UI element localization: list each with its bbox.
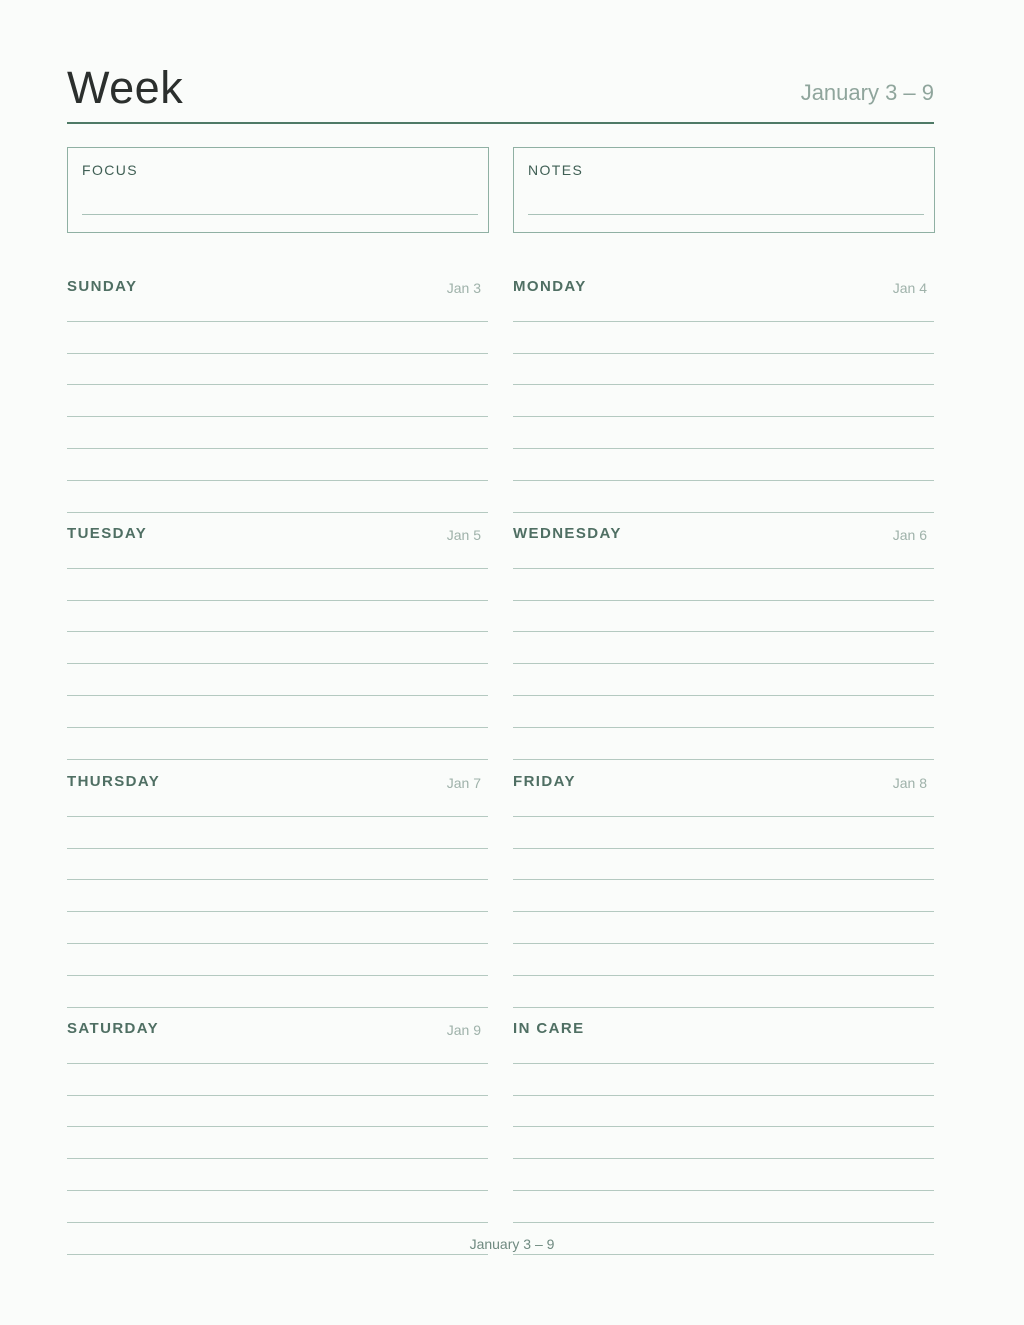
- day-name: SATURDAY: [67, 1020, 160, 1037]
- write-line: [513, 512, 934, 513]
- write-line: [67, 848, 488, 849]
- footer-range: January 3 – 9: [469, 1236, 555, 1252]
- write-line: [67, 1095, 488, 1096]
- section-in-care[interactable]: [513, 1011, 934, 1251]
- write-line: [513, 1190, 934, 1191]
- write-line: [513, 727, 934, 728]
- day-section-thursday[interactable]: [67, 764, 488, 1004]
- write-line: [513, 448, 934, 449]
- day-section-monday[interactable]: [513, 269, 934, 509]
- write-line: [67, 975, 488, 976]
- write-line: [67, 759, 488, 760]
- focus-box[interactable]: [67, 147, 489, 233]
- day-section-tuesday[interactable]: [67, 516, 488, 756]
- write-line: [67, 384, 488, 385]
- write-line: [513, 695, 934, 696]
- day-section-friday[interactable]: [513, 764, 934, 1004]
- write-line: [513, 1063, 934, 1064]
- day-name: WEDNESDAY: [513, 525, 622, 542]
- write-line: [67, 663, 488, 664]
- day-date: Jan 9: [446, 1022, 481, 1038]
- notes-label: NOTES: [528, 162, 584, 178]
- write-line: [67, 1190, 488, 1191]
- write-line: [67, 943, 488, 944]
- day-section-wednesday[interactable]: [513, 516, 934, 756]
- day-name: TUESDAY: [67, 525, 148, 542]
- write-line: [67, 631, 488, 632]
- write-line: [513, 911, 934, 912]
- write-line: [513, 1222, 934, 1223]
- write-line: [67, 321, 488, 322]
- write-line: [513, 321, 934, 322]
- write-line: [67, 353, 488, 354]
- day-name: THURSDAY: [67, 773, 161, 790]
- day-section-sunday[interactable]: [67, 269, 488, 509]
- write-line: [513, 1158, 934, 1159]
- write-line: [67, 416, 488, 417]
- day-name: FRIDAY: [513, 773, 576, 790]
- write-line: [513, 568, 934, 569]
- write-line: [67, 1158, 488, 1159]
- write-line: [513, 879, 934, 880]
- write-line: [513, 1007, 934, 1008]
- write-line: [513, 759, 934, 760]
- write-line: [67, 911, 488, 912]
- notes-write-line: [528, 214, 924, 215]
- day-date: Jan 8: [892, 775, 927, 791]
- write-line: [67, 816, 488, 817]
- write-line: [67, 448, 488, 449]
- write-line: [67, 480, 488, 481]
- write-line: [513, 663, 934, 664]
- page-header: [67, 60, 934, 124]
- page-title: Week: [67, 62, 184, 113]
- write-line: [67, 695, 488, 696]
- day-date: Jan 5: [446, 527, 481, 543]
- write-line: [513, 384, 934, 385]
- write-line: [513, 1095, 934, 1096]
- write-line: [67, 1007, 488, 1008]
- write-line: [67, 1063, 488, 1064]
- write-line: [513, 848, 934, 849]
- focus-write-line: [82, 214, 478, 215]
- day-name: MONDAY: [513, 278, 587, 295]
- write-line: [513, 353, 934, 354]
- write-line: [67, 1126, 488, 1127]
- write-line: [513, 975, 934, 976]
- write-line: [67, 600, 488, 601]
- write-line: [513, 1126, 934, 1127]
- notes-box[interactable]: [513, 147, 935, 233]
- day-date: Jan 6: [892, 527, 927, 543]
- write-line: [513, 480, 934, 481]
- day-section-saturday[interactable]: [67, 1011, 488, 1251]
- week-range: January 3 – 9: [800, 80, 934, 105]
- focus-label: FOCUS: [82, 162, 138, 178]
- write-line: [67, 879, 488, 880]
- section-name: IN CARE: [513, 1020, 585, 1037]
- write-line: [513, 943, 934, 944]
- write-line: [513, 416, 934, 417]
- write-line: [67, 727, 488, 728]
- day-date: Jan 3: [446, 280, 481, 296]
- write-line: [67, 1222, 488, 1223]
- day-name: SUNDAY: [67, 278, 138, 295]
- write-line: [513, 600, 934, 601]
- day-date: Jan 7: [446, 775, 481, 791]
- write-line: [67, 1254, 488, 1255]
- write-line: [513, 631, 934, 632]
- write-line: [513, 816, 934, 817]
- write-line: [67, 512, 488, 513]
- day-date: Jan 4: [892, 280, 927, 296]
- write-line: [67, 568, 488, 569]
- write-line: [513, 1254, 934, 1255]
